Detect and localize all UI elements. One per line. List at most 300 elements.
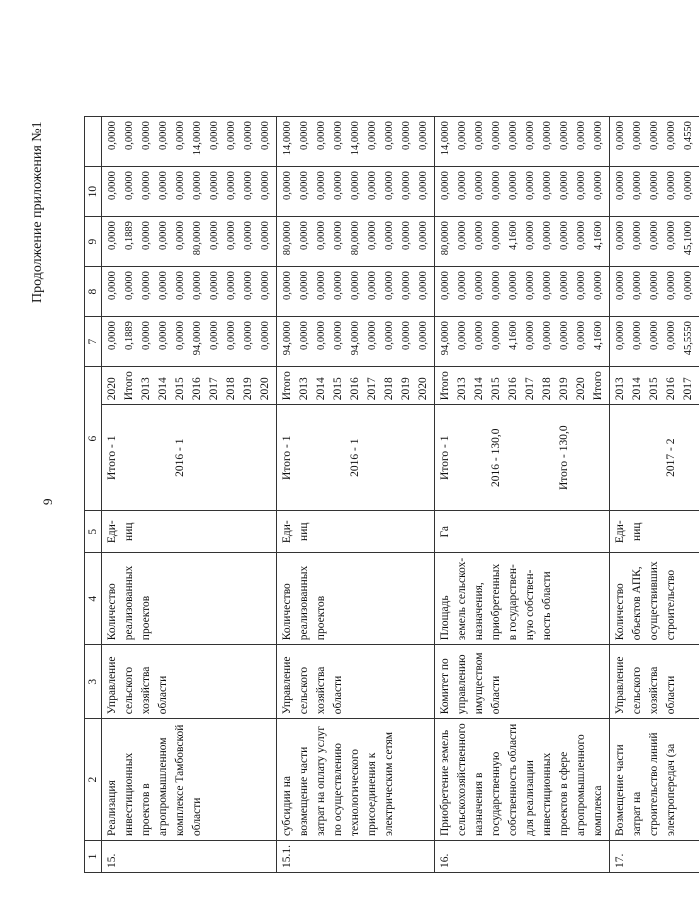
target-line bbox=[296, 409, 313, 506]
target-line: 2016 - 1 bbox=[174, 438, 186, 477]
amount-line: 0,0000 bbox=[209, 171, 220, 200]
executor-line: Управление bbox=[614, 656, 626, 715]
amount-line: 0,0000 bbox=[666, 271, 677, 300]
amount-line: 0,0000 bbox=[333, 321, 344, 350]
amount-line: 0,0000 bbox=[649, 171, 660, 200]
amount-line: 0,0000 bbox=[440, 271, 451, 300]
year-line: 2015 bbox=[490, 377, 502, 401]
amount-line: 0,0000 bbox=[141, 321, 152, 350]
target-line: Итого - 1 bbox=[281, 435, 293, 480]
year-line: 2014 bbox=[157, 377, 169, 401]
amount-line: 0,0000 bbox=[666, 171, 677, 200]
year-line: 2014 bbox=[631, 377, 643, 401]
amount-line: 0,0000 bbox=[226, 121, 237, 150]
amount-line: 0,0000 bbox=[474, 221, 485, 250]
table-row bbox=[435, 117, 610, 873]
amount-line: 0,0000 bbox=[491, 121, 502, 150]
amount-line: 0,0000 bbox=[260, 121, 271, 150]
amount-line: 0,0000 bbox=[333, 271, 344, 300]
executor-line: области bbox=[157, 675, 169, 715]
amount-line: 0,0000 bbox=[576, 121, 587, 150]
name-line: электрическим сетям bbox=[383, 731, 395, 836]
year-line: 2013 bbox=[614, 377, 626, 401]
amount-line: 45,1000 bbox=[683, 221, 694, 256]
target-line: Итого - 1 bbox=[106, 435, 118, 480]
amount-line: 0,0000 bbox=[474, 271, 485, 300]
amount-line: 0,0000 bbox=[209, 221, 220, 250]
year-line: 2018 bbox=[383, 377, 395, 401]
amount-line: 0,0000 bbox=[226, 271, 237, 300]
amount-line: 0,0000 bbox=[384, 321, 395, 350]
name-line: инвестиционных bbox=[123, 752, 135, 836]
amount-line: 0,0000 bbox=[107, 121, 118, 150]
unit-line: Еди- bbox=[106, 520, 118, 544]
amount-line: 0,0000 bbox=[401, 221, 412, 250]
year-line: 2016 bbox=[507, 377, 519, 401]
indicator-line: Количество bbox=[281, 583, 293, 641]
executor bbox=[610, 645, 699, 719]
name-line: возмещение части bbox=[298, 746, 310, 836]
header-cell: 6 bbox=[85, 367, 102, 511]
target-line bbox=[330, 409, 347, 506]
amount-line: 0,0000 bbox=[491, 321, 502, 350]
amount-line: 0,1889 bbox=[124, 221, 135, 250]
year-line: 2015 bbox=[174, 377, 186, 401]
indicator bbox=[102, 553, 277, 645]
amount-line: 0,0000 bbox=[632, 321, 643, 350]
executor-line: области bbox=[665, 675, 677, 715]
amount-line: 0,0000 bbox=[243, 171, 254, 200]
row-number bbox=[102, 841, 277, 873]
executor-line: Управление bbox=[106, 656, 118, 715]
name-line: назначения в bbox=[473, 772, 485, 836]
target-line bbox=[629, 409, 646, 506]
amount-line: 94,0000 bbox=[440, 321, 451, 356]
target-line bbox=[539, 409, 556, 506]
amount-line: 0,0000 bbox=[209, 321, 220, 350]
years bbox=[102, 367, 277, 405]
amount-line: 0,0000 bbox=[299, 321, 310, 350]
amount-line: 0,0000 bbox=[649, 221, 660, 250]
amount-c10 bbox=[277, 117, 435, 167]
amount-line: 0,0000 bbox=[175, 221, 186, 250]
indicator-line: проектов bbox=[140, 595, 152, 641]
amount-line: 0,0000 bbox=[124, 171, 135, 200]
amount-line: 0,0000 bbox=[350, 171, 361, 200]
amount-line: 0,0000 bbox=[107, 171, 118, 200]
amount-line: 0,0000 bbox=[542, 271, 553, 300]
amount-c6 bbox=[610, 317, 699, 367]
year-line: 2015 bbox=[648, 377, 660, 401]
amount-line: 0,0000 bbox=[525, 121, 536, 150]
amount-line: 0,0000 bbox=[282, 271, 293, 300]
table-row bbox=[610, 117, 699, 873]
target-line: 2016 - 130,0 bbox=[490, 428, 502, 487]
amount-line: 0,0000 bbox=[649, 271, 660, 300]
amount-line: 14,0000 bbox=[440, 121, 451, 156]
amount-line: 0,0000 bbox=[316, 221, 327, 250]
amount-line: 0,0000 bbox=[457, 221, 468, 250]
amount-c9 bbox=[435, 167, 610, 217]
name-line: затрат на bbox=[631, 791, 643, 836]
years bbox=[610, 367, 699, 405]
target-line: 2017 - 2 bbox=[665, 438, 677, 477]
amount-line: 0,4550 bbox=[683, 121, 694, 150]
executor-line: области bbox=[490, 675, 502, 715]
row-number bbox=[610, 841, 699, 873]
amount-line: 80,0000 bbox=[350, 221, 361, 256]
target-value bbox=[435, 405, 610, 511]
unit-line: Еди- bbox=[281, 520, 293, 544]
name-line: Возмещение части bbox=[614, 744, 626, 836]
amount-line: 0,0000 bbox=[559, 221, 570, 250]
amount-line: 0,0000 bbox=[367, 321, 378, 350]
amount-line: 0,0000 bbox=[559, 171, 570, 200]
amount-line: 0,0000 bbox=[525, 171, 536, 200]
unit-line: ниц bbox=[631, 522, 643, 541]
amount-line: 0,0000 bbox=[384, 221, 395, 250]
amount-line: 0,0000 bbox=[175, 171, 186, 200]
executor-line: Комитет по bbox=[439, 658, 451, 715]
amount-line: 0,0000 bbox=[418, 221, 429, 250]
indicator-line: назначения, bbox=[473, 582, 485, 641]
year-line: 2020 bbox=[106, 377, 118, 401]
amount-line: 0,0000 bbox=[401, 271, 412, 300]
amount-line: 94,0000 bbox=[282, 321, 293, 356]
row-number bbox=[277, 841, 435, 873]
amount-line: 0,0000 bbox=[615, 321, 626, 350]
amount-line: 0,0000 bbox=[508, 271, 519, 300]
amount-line: 0,0000 bbox=[367, 121, 378, 150]
amount-line: 0,0000 bbox=[440, 171, 451, 200]
name-line: по осуществлению bbox=[332, 743, 344, 836]
amount-line: 0,0000 bbox=[632, 221, 643, 250]
row-number-text: 15.1. bbox=[281, 845, 293, 868]
target-line bbox=[454, 409, 471, 506]
amount-line: 45,5550 bbox=[683, 321, 694, 356]
amount-c10 bbox=[610, 117, 699, 167]
header-row bbox=[85, 117, 102, 873]
amount-line: 0,0000 bbox=[141, 271, 152, 300]
year-line: 2017 bbox=[682, 377, 694, 401]
year-line: 2018 bbox=[225, 377, 237, 401]
executor-line: управлению bbox=[456, 654, 468, 715]
amount-line: 0,1889 bbox=[124, 321, 135, 350]
indicator-line: реализованных bbox=[298, 565, 310, 641]
amount-line: 0,0000 bbox=[542, 221, 553, 250]
amount-line: 14,0000 bbox=[350, 121, 361, 156]
amount-line: 0,0000 bbox=[615, 121, 626, 150]
target-line: Итого - 1 bbox=[439, 435, 451, 480]
header-cell: 10 bbox=[85, 167, 102, 217]
amount-line: 0,0000 bbox=[683, 271, 694, 300]
year-line: 2017 bbox=[208, 377, 220, 401]
name-line: собственность области bbox=[507, 723, 519, 836]
amount-line: 0,0000 bbox=[542, 121, 553, 150]
amount-c6 bbox=[435, 317, 610, 367]
header-cell: 1 bbox=[85, 841, 102, 873]
amount-line: 0,0000 bbox=[124, 271, 135, 300]
amount-line: 0,0000 bbox=[192, 271, 203, 300]
year-line: Итого bbox=[439, 371, 451, 401]
executor bbox=[435, 645, 610, 719]
amount-line: 0,0000 bbox=[367, 271, 378, 300]
amount-line: 0,0000 bbox=[491, 221, 502, 250]
header-cell: 4 bbox=[85, 553, 102, 645]
amount-line: 0,0000 bbox=[158, 321, 169, 350]
year-line: 2017 bbox=[366, 377, 378, 401]
amount-line: 0,0000 bbox=[666, 121, 677, 150]
executor bbox=[277, 645, 435, 719]
amount-line: 14,0000 bbox=[192, 121, 203, 156]
amount-line: 0,0000 bbox=[384, 121, 395, 150]
amount-line: 0,0000 bbox=[491, 271, 502, 300]
amount-c7 bbox=[277, 267, 435, 317]
target-value bbox=[277, 405, 435, 511]
year-line: 2020 bbox=[575, 377, 587, 401]
amount-line: 0,0000 bbox=[316, 321, 327, 350]
executor bbox=[102, 645, 277, 719]
amount-line: 0,0000 bbox=[491, 171, 502, 200]
indicator-line: Площадь bbox=[439, 595, 451, 641]
year-line: 2017 bbox=[524, 377, 536, 401]
amount-line: 0,0000 bbox=[576, 271, 587, 300]
amount-line: 0,0000 bbox=[243, 271, 254, 300]
name-line: затрат на оплату услуг bbox=[315, 725, 327, 836]
amount-line: 0,0000 bbox=[418, 171, 429, 200]
amount-line: 94,0000 bbox=[350, 321, 361, 356]
amount-line: 0,0000 bbox=[384, 171, 395, 200]
amount-line: 0,0000 bbox=[175, 321, 186, 350]
activity-name bbox=[610, 719, 699, 841]
row-number-text: 15. bbox=[106, 853, 118, 868]
target-line bbox=[505, 409, 522, 506]
indicator-line: ную собствен- bbox=[524, 569, 536, 641]
indicator-line: земель сельскох- bbox=[456, 557, 468, 641]
amount-line: 0,0000 bbox=[260, 271, 271, 300]
unit bbox=[435, 511, 610, 553]
amount-line: 0,0000 bbox=[508, 171, 519, 200]
amount-line: 0,0000 bbox=[384, 271, 395, 300]
amount-line: 0,0000 bbox=[593, 171, 604, 200]
amount-c8 bbox=[435, 217, 610, 267]
target-line bbox=[471, 409, 488, 506]
year-line: 2015 bbox=[332, 377, 344, 401]
unit-line: ниц bbox=[298, 522, 310, 541]
amount-c7 bbox=[435, 267, 610, 317]
name-line: электропередач (за bbox=[665, 743, 677, 836]
amount-line: 0,0000 bbox=[615, 221, 626, 250]
amount-c6 bbox=[102, 317, 277, 367]
row-number-text: 16. bbox=[439, 853, 451, 868]
indicator-line: реализованных bbox=[123, 565, 135, 641]
name-line: Приобретение земель bbox=[439, 729, 451, 836]
amount-line: 0,0000 bbox=[299, 271, 310, 300]
amount-line: 0,0000 bbox=[615, 271, 626, 300]
executor-line: сельского bbox=[123, 666, 135, 715]
amount-line: 0,0000 bbox=[260, 221, 271, 250]
row-number-text: 17. bbox=[614, 853, 626, 868]
name-line: проектов в сфере bbox=[558, 751, 570, 836]
unit bbox=[102, 511, 277, 553]
amount-line: 0,0000 bbox=[226, 321, 237, 350]
amount-line: 0,0000 bbox=[192, 171, 203, 200]
year-line: 2016 bbox=[665, 377, 677, 401]
amount-c10 bbox=[102, 117, 277, 167]
indicator-line: осуществивших bbox=[648, 561, 660, 641]
amount-c10 bbox=[435, 117, 610, 167]
year-line: 2016 bbox=[191, 377, 203, 401]
activity-name bbox=[435, 719, 610, 841]
amount-line: 4,1600 bbox=[593, 321, 604, 350]
amount-line: 0,0000 bbox=[457, 271, 468, 300]
amount-line: 0,0000 bbox=[649, 121, 660, 150]
indicator-line: проектов bbox=[315, 595, 327, 641]
amount-line: 0,0000 bbox=[333, 121, 344, 150]
header-cell: 7 bbox=[85, 317, 102, 367]
amount-line: 0,0000 bbox=[158, 171, 169, 200]
amount-line: 0,0000 bbox=[683, 171, 694, 200]
amount-line: 0,0000 bbox=[615, 171, 626, 200]
amount-line: 80,0000 bbox=[282, 221, 293, 256]
amount-line: 0,0000 bbox=[666, 321, 677, 350]
amount-line: 80,0000 bbox=[192, 221, 203, 256]
indicator-line: строительство bbox=[665, 569, 677, 641]
executor-line: Управление bbox=[281, 656, 293, 715]
amount-line: 0,0000 bbox=[367, 221, 378, 250]
amount-line: 0,0000 bbox=[525, 221, 536, 250]
amount-line: 0,0000 bbox=[632, 271, 643, 300]
amount-line: 0,0000 bbox=[649, 321, 660, 350]
name-line: проектов в bbox=[140, 783, 152, 836]
amount-line: 0,0000 bbox=[474, 121, 485, 150]
amount-line: 0,0000 bbox=[316, 171, 327, 200]
header-cell: 5 bbox=[85, 511, 102, 553]
header-cell: 9 bbox=[85, 217, 102, 267]
amount-line: 0,0000 bbox=[474, 321, 485, 350]
name-line: комплексе Тамбовской bbox=[174, 724, 186, 836]
amount-c6 bbox=[277, 317, 435, 367]
amount-line: 0,0000 bbox=[141, 121, 152, 150]
amount-line: 0,0000 bbox=[124, 121, 135, 150]
year-line: 2013 bbox=[140, 377, 152, 401]
amount-line: 0,0000 bbox=[107, 321, 118, 350]
amount-line: 0,0000 bbox=[158, 221, 169, 250]
unit-line: ниц bbox=[123, 522, 135, 541]
year-line: 2013 bbox=[298, 377, 310, 401]
target-value bbox=[102, 405, 277, 511]
amount-line: 0,0000 bbox=[401, 321, 412, 350]
amount-line: 0,0000 bbox=[226, 171, 237, 200]
amount-line: 0,0000 bbox=[175, 121, 186, 150]
activity-name bbox=[102, 719, 277, 841]
table-row bbox=[102, 117, 277, 873]
years bbox=[277, 367, 435, 405]
indicator-line: ность области bbox=[541, 571, 553, 641]
amount-line: 0,0000 bbox=[576, 321, 587, 350]
name-line: государственную bbox=[490, 751, 502, 836]
amount-line: 0,0000 bbox=[243, 221, 254, 250]
amount-line: 0,0000 bbox=[474, 171, 485, 200]
year-line: 2019 bbox=[400, 377, 412, 401]
amount-line: 0,0000 bbox=[559, 121, 570, 150]
appendix-title: Продолжение приложения №1 bbox=[30, 121, 45, 303]
year-line: 2013 bbox=[456, 377, 468, 401]
data-table bbox=[84, 116, 699, 873]
amount-line: 0,0000 bbox=[367, 171, 378, 200]
amount-line: 0,0000 bbox=[418, 271, 429, 300]
page-number: 9 bbox=[40, 498, 55, 505]
amount-line: 14,0000 bbox=[282, 121, 293, 156]
amount-c7 bbox=[610, 267, 699, 317]
amount-line: 0,0000 bbox=[333, 171, 344, 200]
amount-line: 0,0000 bbox=[593, 271, 604, 300]
target-line: 2016 - 1 bbox=[349, 438, 361, 477]
name-line: присоединения к bbox=[366, 752, 378, 836]
amount-line: 0,0000 bbox=[158, 121, 169, 150]
executor-line: хозяйства bbox=[648, 666, 660, 715]
amount-line: 0,0000 bbox=[418, 321, 429, 350]
header-cell: 8 bbox=[85, 267, 102, 317]
year-line: 2020 bbox=[417, 377, 429, 401]
year-line: 2019 bbox=[242, 377, 254, 401]
executor-line: области bbox=[332, 675, 344, 715]
amount-line: 0,0000 bbox=[576, 171, 587, 200]
indicator bbox=[610, 553, 699, 645]
executor-line: хозяйства bbox=[140, 666, 152, 715]
amount-line: 0,0000 bbox=[299, 171, 310, 200]
indicator-line: приобретенных bbox=[490, 563, 502, 641]
header-cell: 2 bbox=[85, 719, 102, 841]
table-row bbox=[277, 117, 435, 873]
amount-line: 0,0000 bbox=[299, 221, 310, 250]
target-value bbox=[610, 405, 699, 511]
amount-line: 0,0000 bbox=[333, 221, 344, 250]
name-line: технологического bbox=[349, 748, 361, 836]
amount-line: 0,0000 bbox=[508, 121, 519, 150]
indicator bbox=[277, 553, 435, 645]
amount-line: 0,0000 bbox=[457, 121, 468, 150]
unit bbox=[277, 511, 435, 553]
name-line: инвестиционных bbox=[541, 752, 553, 836]
year-line: Итого bbox=[123, 371, 135, 401]
unit-line: Еди- bbox=[614, 520, 626, 544]
amount-c7 bbox=[102, 267, 277, 317]
amount-line: 0,0000 bbox=[158, 271, 169, 300]
name-line: Реализация bbox=[106, 780, 118, 836]
target-line bbox=[612, 409, 629, 506]
year-line: Итого bbox=[281, 371, 293, 401]
amount-c9 bbox=[102, 167, 277, 217]
year-line: 2014 bbox=[473, 377, 485, 401]
unit bbox=[610, 511, 699, 553]
amount-line: 0,0000 bbox=[209, 121, 220, 150]
amount-line: 0,0000 bbox=[141, 221, 152, 250]
amount-line: 0,0000 bbox=[175, 271, 186, 300]
year-line: Итого bbox=[592, 371, 604, 401]
amount-line: 0,0000 bbox=[141, 171, 152, 200]
amount-line: 0,0000 bbox=[593, 121, 604, 150]
amount-line: 0,0000 bbox=[525, 321, 536, 350]
amount-line: 0,0000 bbox=[107, 221, 118, 250]
amount-line: 80,0000 bbox=[440, 221, 451, 256]
amount-c9 bbox=[610, 167, 699, 217]
name-line: строительство линий bbox=[648, 732, 660, 836]
header-cell bbox=[85, 117, 102, 167]
name-line: для реализации bbox=[524, 760, 536, 836]
amount-line: 0,0000 bbox=[316, 121, 327, 150]
amount-line: 0,0000 bbox=[576, 221, 587, 250]
